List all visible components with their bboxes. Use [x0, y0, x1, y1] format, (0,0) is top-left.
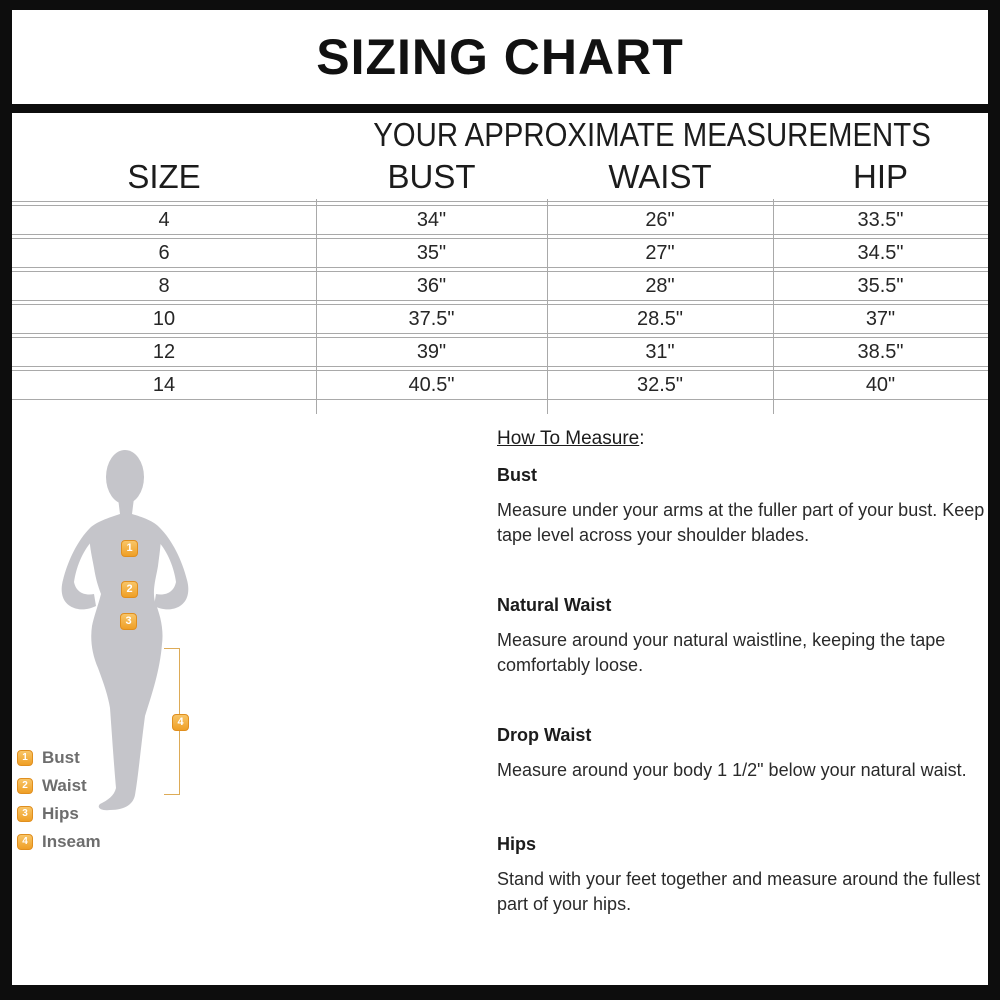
column-header-waist: WAIST	[608, 158, 712, 195]
column-header-size: SIZE	[127, 158, 201, 195]
cell-bust: 36"	[316, 271, 547, 301]
section-body: Measure around your body 1 1/2" below your natural waist.	[497, 760, 967, 780]
sizing-table	[12, 202, 988, 403]
cell-waist: 28"	[547, 271, 773, 301]
cell-size: 8	[12, 271, 316, 301]
title-divider-bar	[0, 104, 1000, 113]
frame-top-bar	[0, 0, 1000, 10]
legend-badge-3: 3	[17, 806, 33, 822]
cell-size: 4	[12, 205, 316, 235]
marker-badge-waist: 2	[121, 581, 138, 598]
table-row	[12, 370, 988, 400]
page-title: SIZING CHART	[316, 29, 684, 85]
section-drop-waist	[497, 724, 991, 783]
cell-hip: 40"	[773, 370, 988, 400]
section-title: Drop Waist	[497, 725, 592, 745]
section-body: Measure around your natural waistline, keeping the tape comfortably loose.	[497, 630, 946, 675]
section-bust	[497, 464, 991, 548]
cell-hip: 33.5"	[773, 205, 988, 235]
cell-hip: 37"	[773, 304, 988, 334]
cell-hip: 38.5"	[773, 337, 988, 367]
cell-waist: 27"	[547, 238, 773, 268]
cell-bust: 35"	[316, 238, 547, 268]
how-to-measure-heading-text: How To Measure	[497, 428, 640, 449]
cell-size: 6	[12, 238, 316, 268]
legend-label: Inseam	[42, 832, 101, 851]
cell-size: 12	[12, 337, 316, 367]
table-row	[12, 337, 988, 367]
marker-badge-hips: 3	[120, 613, 137, 630]
marker-badge-inseam: 4	[172, 714, 189, 731]
cell-waist: 28.5"	[547, 304, 773, 334]
how-to-measure-panel	[497, 428, 991, 963]
frame-left-bar	[0, 0, 12, 1000]
cell-hip: 35.5"	[773, 271, 988, 301]
cell-size: 14	[12, 370, 316, 400]
how-to-measure-heading	[497, 428, 991, 450]
cell-bust: 40.5"	[316, 370, 547, 400]
table-row	[12, 205, 988, 235]
legend-label: Hips	[42, 804, 79, 823]
section-body: Stand with your feet together and measure around the fullest part of your hips.	[497, 869, 981, 914]
section-natural-waist	[497, 594, 991, 678]
heading-colon: :	[639, 428, 645, 449]
cell-bust: 34"	[316, 205, 547, 235]
cell-size: 10	[12, 304, 316, 334]
column-header-hip: HIP	[852, 158, 908, 195]
cell-waist: 31"	[547, 337, 773, 367]
cell-bust: 39"	[316, 337, 547, 367]
legend-label: Waist	[42, 776, 87, 795]
section-body: Measure under your arms at the fuller part of your bust. Keep tape level across your shoulder blades.	[497, 500, 985, 545]
legend-badge-1: 1	[17, 750, 33, 766]
cell-waist: 26"	[547, 205, 773, 235]
section-title: Hips	[497, 834, 537, 854]
marker-badge-bust: 1	[121, 540, 138, 557]
legend-badge-4: 4	[17, 834, 33, 850]
table-row	[12, 271, 988, 301]
section-title: Natural Waist	[497, 595, 612, 615]
frame-bottom-bar	[0, 985, 1000, 1000]
column-header-bust: BUST	[387, 158, 476, 195]
section-hips	[497, 833, 991, 917]
table-row	[12, 304, 988, 334]
measurements-group-header: YOUR APPROXIMATE MEASUREMENTS	[373, 116, 931, 153]
legend-badge-2: 2	[17, 778, 33, 794]
cell-waist: 32.5"	[547, 370, 773, 400]
section-title: Bust	[497, 465, 537, 485]
cell-bust: 37.5"	[316, 304, 547, 334]
table-row	[12, 238, 988, 268]
legend-label: Bust	[42, 748, 80, 767]
cell-hip: 34.5"	[773, 238, 988, 268]
